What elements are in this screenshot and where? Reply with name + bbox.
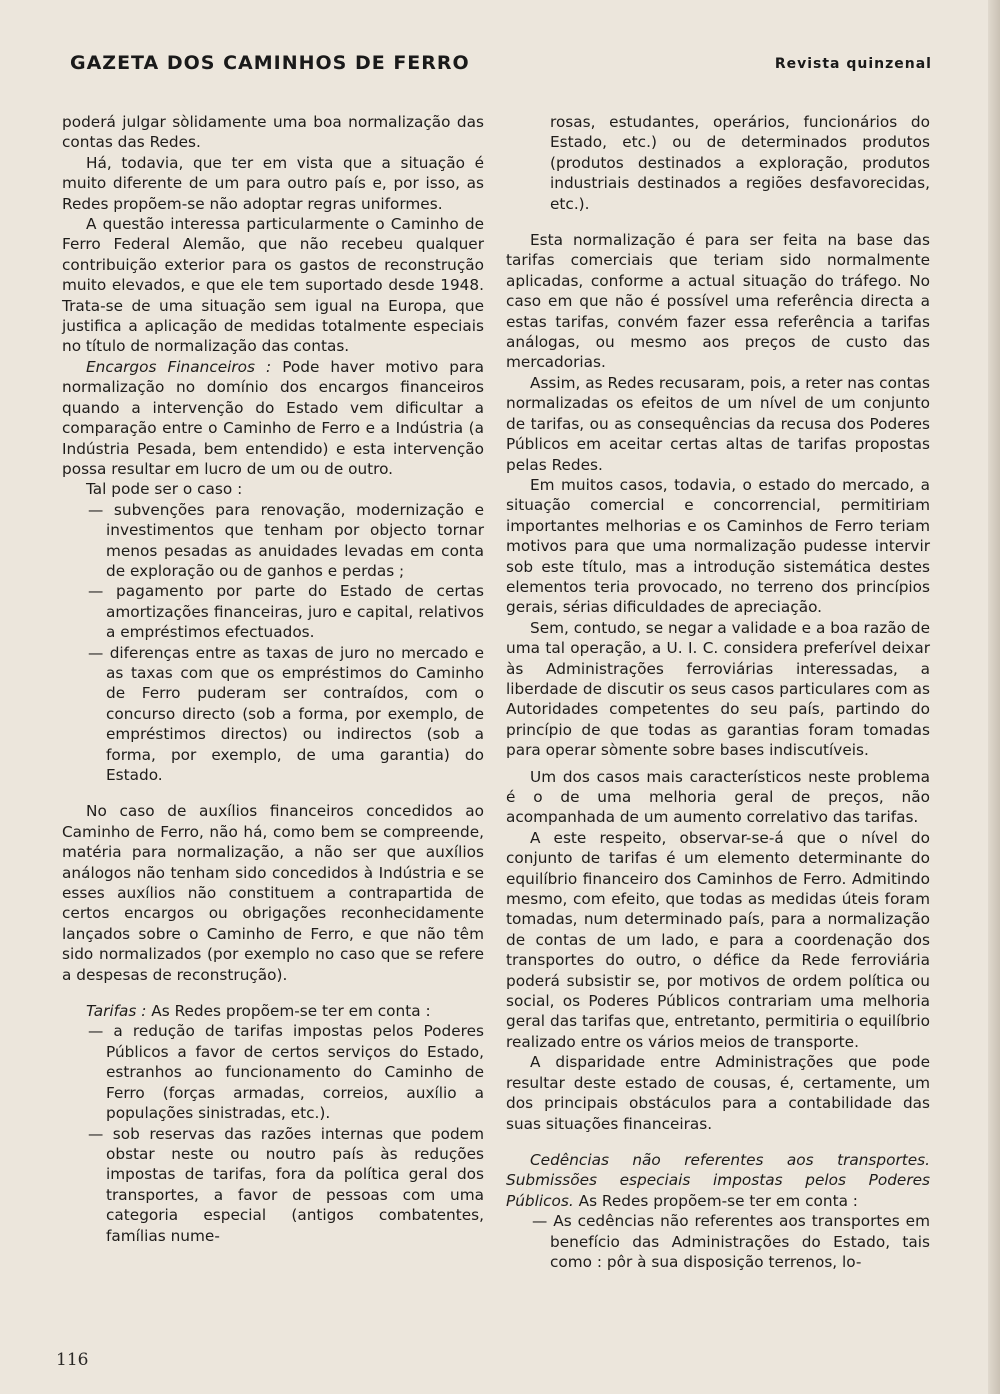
- left-column: [62, 112, 484, 1246]
- page-edge-shadow: [988, 0, 1000, 1394]
- paragraph: Um dos casos mais característicos neste problema é o de uma melhoria geral de preços, não acompanhada de um aumento correlativo das tarifas.: [506, 767, 930, 827]
- paragraph-tarifas: [62, 1001, 484, 1021]
- paragraph: No caso de auxílios financeiros concedidos ao Caminho de Ferro, não há, como bem se compreende, matéria para normalização, a não ser que auxílios análogos não tenham sido concedidos à Indústria e se esses auxílios não constituem a contrapartida de certos encargos ou obrigações reconhecidamente lançados sobre o Caminho de Ferro, e que não têm sido normalizados (por exemplo no caso que se refere a despesas de reconstrução).: [62, 802, 484, 984]
- paragraph: A este respeito, observar-se-á que o nível do conjunto de tarifas é um elemento determinante do equilíbrio financeiro dos Caminhos de Ferro. Admitindo mesmo, com efeito, que todas as medidas úteis foram tomadas, num determinado país, para a normalização de contas de um lado, e para a coordenação dos transportes do outro, o défice da Rede ferroviária poderá subsistir se, por motivos de ordem política ou social, os Poderes Públicos contrariam uma melhoria geral das tarifas que, entretanto, permitiria o equilíbrio realizado entre os vários meios de transporte.: [506, 828, 930, 1051]
- list-item: — subvenções para renovação, modernização e investimentos que tenham por objecto tornar menos pesadas as anuidades levadas em conta de exploração ou de ganhos e perdas ;: [88, 500, 484, 580]
- section-heading: Encargos Financeiros :: [86, 357, 272, 376]
- list-item: — diferenças entre as taxas de juro no mercado e as taxas com que os empréstimos do Caminho de Ferro puderam ser contraídos, com o concurso directo (sob a forma, por exemplo, de empréstimos directos) ou indirectos (sob a forma, por exemplo, de uma garantia) do Estado.: [88, 643, 484, 784]
- paragraph-encargos: [62, 357, 484, 479]
- list-item: — sob reservas das razões internas que podem obstar neste ou noutro país às reduções impostas de tarifas, fora da política geral dos transportes, a favor de pessoas com uma categoria especial (antigos combatentes, famílias nume-: [88, 1124, 484, 1245]
- paragraph-text: As Redes propõem-se ter em conta :: [578, 1191, 858, 1210]
- list-item: — pagamento por parte do Estado de certas amortizações financeiras, juro e capital, relativos a empréstimos efectuados.: [88, 582, 484, 642]
- page-number: 116: [56, 1350, 89, 1370]
- page-header: [70, 52, 932, 78]
- paragraph: Assim, as Redes recusaram, pois, a reter nas contas normalizadas os efeitos de um nível de um conjunto de tarifas, ou as consequências da recusa dos Poderes Públicos em aceitar certas altas de tarifas propostas pelas Redes.: [506, 373, 930, 474]
- paragraph: A disparidade entre Administrações que pode resultar deste estado de cousas, é, certamente, um dos principais obstáculos para a contabilidade das suas situações financeiras.: [506, 1053, 930, 1133]
- paragraph: Esta normalização é para ser feita na base das tarifas comerciais que teriam sido normalmente aplicadas, conforme a actual situação do tráfego. No caso em que não é possível uma referência directa a estas tarifas, convém fazer essa referência a tarifas análogas, ou mesmo aos preços de custo das mercadorias.: [506, 231, 930, 372]
- right-column: [506, 112, 930, 1272]
- paragraph: Há, todavia, que ter em vista que a situação é muito diferente de um para outro país e, por isso, as Redes propõem-se não adoptar regras uniformes.: [62, 153, 484, 213]
- section-heading: Cedências não referentes aos transportes. Submissões especiais impostas pelos Poderes Públicos.: [506, 1150, 930, 1210]
- paragraph: Sem, contudo, se negar a validade e a boa razão de uma tal operação, a U. I. C. considera preferível deixar às Administrações ferroviárias interessadas, a liberdade de discutir os seus casos particulares com as Autoridades competentes do seu país, partindo do princípio de que todas as garantias foram tomadas para operar sòmente sobre bases indiscutíveis.: [506, 618, 930, 760]
- paragraph: poderá julgar sòlidamente uma boa normalização das contas das Redes.: [62, 113, 484, 152]
- masthead-subtitle: Revista quinzenal: [774, 56, 932, 72]
- paragraph: Em muitos casos, todavia, o estado do mercado, a situação comercial e concorrencial, permitiriam importantes melhorias e os Caminhos de Ferro teriam motivos para que uma normalização pudesse intervir sob este título, mas a introdução sistemática destes elementos teria provocado, no terreno dos princípios gerais, sérias dificuldades de apreciação.: [506, 475, 930, 617]
- paragraph: Tal pode ser o caso :: [86, 480, 243, 499]
- paragraph-text: Pode haver motivo para normalização no domínio dos encargos financeiros quando a intervenção do Estado vem dificultar a comparação entre o Caminho de Ferro e a Indústria (a Indústria Pesada, bem entendido) e esta intervenção possa resultar em lucro de um ou de outro.: [62, 357, 484, 478]
- list-item: — a redução de tarifas impostas pelos Poderes Públicos a favor de certos serviços do Estado, estranhos ao funcionamento do Caminho de Ferro (forças armadas, correios, auxílio a populações sinistradas, etc.).: [88, 1022, 484, 1123]
- masthead-title: GAZETA DOS CAMINHOS DE FERRO: [70, 52, 470, 74]
- paragraph-cedencias: [506, 1150, 930, 1211]
- paragraph: A questão interessa particularmente o Caminho de Ferro Federal Alemão, que não recebeu qualquer contribuição exterior para os gastos de reconstrução muito elevados, e que ele tem suportado desde 1948. Trata-se de uma situação sem igual na Europa, que justifica a aplicação de medidas totalmente especiais no título de normalização das contas.: [62, 215, 484, 356]
- list-item: — As cedências não referentes aos transportes em benefício das Administrações do Estado, tais como : pôr à sua disposição terrenos, lo-: [532, 1212, 930, 1271]
- paragraph-text: As Redes propõem-se ter em conta :: [146, 1002, 431, 1021]
- section-heading: Tarifas :: [86, 1002, 147, 1021]
- list-item-continuation: rosas, estudantes, operários, funcionários do Estado, etc.) ou de determinados produtos (produtos destinados a exploração, produtos industriais destinados a regiões desfavorecidas, etc.).: [550, 113, 930, 213]
